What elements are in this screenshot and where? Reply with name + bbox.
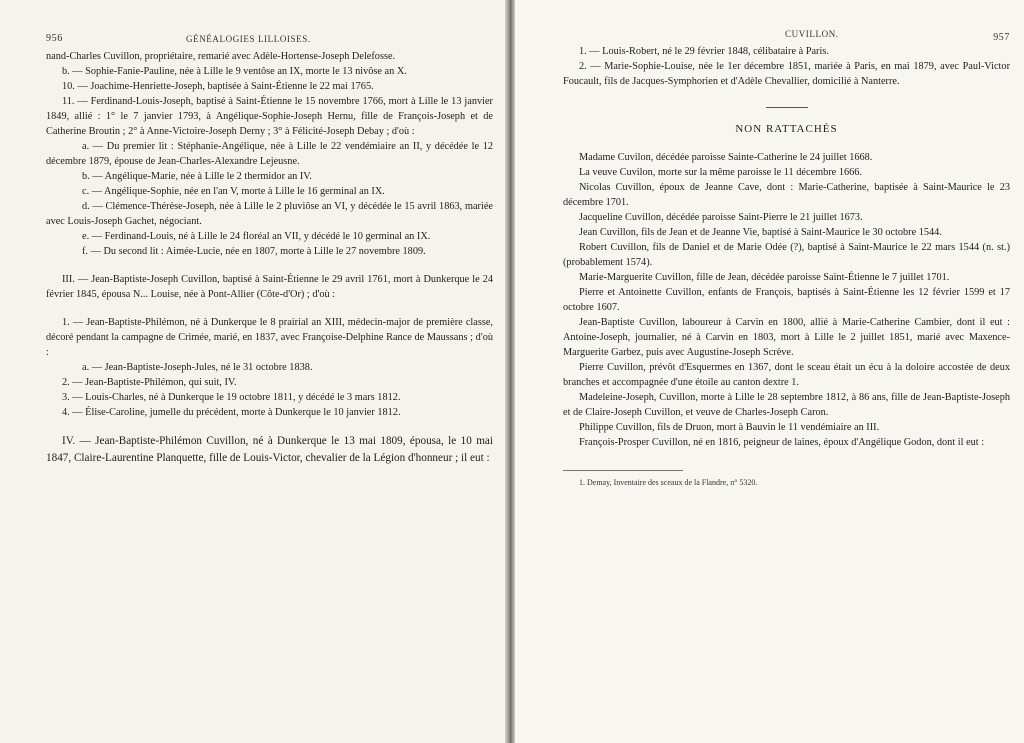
entry: La veuve Cuvilon, morte sur la même paroisse le 11 décembre 1666. [579,167,862,178]
footnote-divider [563,470,683,471]
paragraph: 11. — Ferdinand-Louis-Joseph, baptisé à Saint-Étienne le 15 novembre 1766, mort à Lille le 13 janvier 1849, allié : 1° le 7 janvier 1793, à Angélique-Sophie-Joseph Hernu, fille de François-Joseph et de Catherine Broutin ; 2° à Anne-Victoire-Joseph Derny ; 3° à Félicité-Joseph Debay ; d'où : [46,96,493,137]
paragraph: III. — Jean-Baptiste-Joseph Cuvillon, baptisé à Saint-Étienne le 29 avril 1761, mort à Dunkerque le 24 février 1845, épousa N... Louise, née à Pont-Allier (Côte-d'Or) ; d'où : [46,274,493,300]
right-page [515,0,1024,743]
paragraph-gap [46,259,493,272]
left-page [0,0,505,743]
paragraph-gap [46,302,493,315]
entry: Madame Cuvilon, décédée paroisse Sainte-Catherine le 24 juillet 1668. [579,152,873,163]
paragraph: 1. — Louis-Robert, né le 29 février 1848, célibataire à Paris. [579,46,829,57]
paragraph: a. — Du premier lit : Stéphanie-Angélique, née à Lille le 22 vendémiaire an II, y décédée le 12 décembre 1879, épouse de Jean-Charles-Alexandre Lejeusne. [46,141,493,167]
right-running-head [563,28,1010,44]
paragraph: 1. — Jean-Baptiste-Philémon, né à Dunkerque le 8 prairial an XIII, médecin-major de première classe, décoré pendant la campagne de Crimée, marié, en 1837, avec Françoise-Delphine Rance de Maussans ; d'où : [46,317,493,358]
section-title: NON RATTACHÉS [735,123,838,135]
entry: Marie-Marguerite Cuvillon, fille de Jean, décédée paroisse Saint-Étienne le 7 juillet 1701. [579,272,950,283]
paragraph: c. — Angélique-Sophie, née en l'an V, morte à Lille le 16 germinal an IX. [82,186,385,197]
entry: Jean Cuvillon, fils de Jean et de Jeanne Vie, baptisé à Saint-Maurice le 30 octobre 1544. [579,227,942,238]
paragraph: 10. — Joachime-Henriette-Joseph, baptisée à Saint-Étienne le 22 mai 1765. [62,81,374,92]
paragraph: 3. — Louis-Charles, né à Dunkerque le 19 octobre 1811, y décédé le 3 mars 1812. [62,392,401,403]
paragraph: b. — Angélique-Marie, née à Lille le 2 thermidor an IV. [82,171,312,182]
book-gutter [505,0,515,743]
paragraph: b. — Sophie-Fanie-Pauline, née à Lille le 9 ventôse an IX, morte le 13 nivôse an X. [62,66,407,77]
entry: Jacqueline Cuvillon, décédée paroisse Saint-Pierre le 21 juillet 1673. [579,212,863,223]
entry: Pierre Cuvillon, prévôt d'Esquermes en 1367, dont le sceau était un écu à la doloire accostée de deux branches et accompagnée d'une étoile au canton dextre 1. [563,362,1010,388]
right-body-text [563,44,1010,488]
paragraph-gap [46,420,493,433]
entry: Pierre et Antoinette Cuvillon, enfants de François, baptisés à Saint-Étienne les 12 février 1599 et 17 octobre 1607. [563,287,1010,313]
entry: François-Prosper Cuvillon, né en 1816, peigneur de laines, époux d'Angélique Godon, dont il eut : [579,437,985,448]
paragraph: f. — Du second lit : Aimée-Lucie, née en 1807, morte à Lille le 27 novembre 1809. [82,246,426,257]
left-page-number: 956 [46,33,63,44]
paragraph: nand-Charles Cuvillon, propriétaire, remarié avec Adèle-Hortense-Joseph Delefosse. [46,51,396,62]
paragraph: a. — Jean-Baptiste-Joseph-Jules, né le 31 octobre 1838. [82,362,313,373]
paragraph: 4. — Élise-Caroline, jumelle du précédent, morte à Dunkerque le 10 janvier 1812. [62,407,401,418]
left-body-text [46,49,493,466]
entry: Jean-Baptiste Cuvillon, laboureur à Carvin en 1800, allié à Marie-Catherine Cambier, dont il eut : Antoine-Joseph, journalier, né à Carvin en 1803, mort à Lille le 2 juillet 1851, marié avec Maxence-Marguerite Garbez, puis avec Augustine-Joseph Scrève. [563,317,1010,358]
entry: Philippe Cuvillon, fils de Druon, mort à Bauvin le 11 vendémiaire an III. [579,422,880,433]
left-running-head [46,33,493,49]
entry: Robert Cuvillon, fils de Daniel et de Marie Odée (?), baptisé à Saint-Maurice le 22 mars 1544 (n. st.) (probablement 1574). [563,242,1010,268]
paragraph: IV. — Jean-Baptiste-Philémon Cuvillon, né à Dunkerque le 13 mai 1809, épousa, le 10 mai 1847, Claire-Laurentine Planquette, fille de Louis-Victor, chevalier de la Légion d'honneur ; il eut : [46,435,493,464]
paragraph: e. — Ferdinand-Louis, né à Lille le 24 floréal an VII, y décédé le 10 germinal an IX. [82,231,431,242]
right-running-title: CUVILLON. [785,29,839,39]
paragraph: 2. — Marie-Sophie-Louise, née le 1er décembre 1851, mariée à Paris, en mai 1879, avec Paul-Victor Foucault, fils de Jacques-Symphorien et d'Adèle Chevallier, domicilié à Nanterre. [563,61,1010,87]
section-divider [766,107,808,108]
right-page-number: 957 [993,32,1010,43]
footnote: 1. Demay, Inventaire des sceaux de la Flandre, n° 5320. [579,478,758,487]
paragraph: d. — Clémence-Thérèse-Joseph, née à Lille le 2 pluviôse an VI, y décédée le 15 avril 1863, mariée avec Louis-Joseph Gachet, négociant. [46,201,493,227]
left-running-title: GÉNÉALOGIES LILLOISES. [186,34,311,44]
entry: Nicolas Cuvillon, époux de Jeanne Cave, dont : Marie-Catherine, baptisée à Saint-Maurice le 23 décembre 1701. [563,182,1010,208]
entry: Madeleine-Joseph, Cuvillon, morte à Lille le 28 septembre 1812, à 86 ans, fille de Jean-Baptiste-Joseph et de Claire-Joseph Cuvillon, et veuve de Charles-Joseph Caron. [563,392,1010,418]
paragraph: 2. — Jean-Baptiste-Philémon, qui suit, IV. [62,377,237,388]
